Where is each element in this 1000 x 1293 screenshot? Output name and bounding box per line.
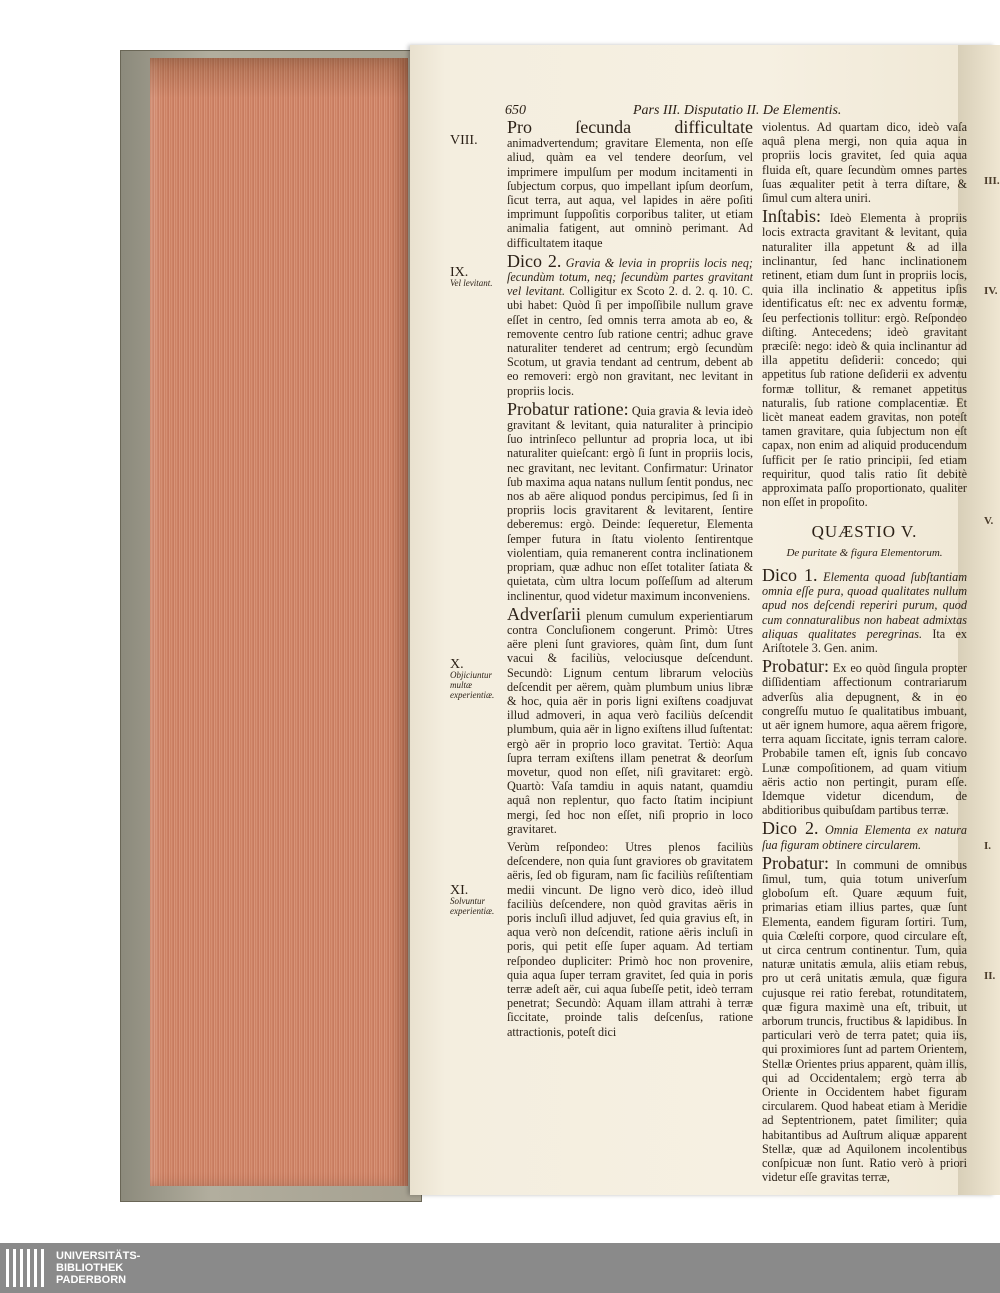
library-footer bbox=[0, 1243, 1000, 1293]
adjacent-page-fragment bbox=[964, 95, 1000, 1185]
thesis-text: Gravia & levia in propriis locis neq; ſecundùm totum, neq; ſecundùm partes gravitant vel levitant. bbox=[507, 255, 753, 299]
paragraph-text: Quia gravia & levia ideò gravitant & levitant, quia naturaliter à principio ſuo intrinſeco pelluntur ad propria loca, ut ibi naturaliter quieſcant: ergò ſi ſunt in propriis locis, nec gravitant, nec levitant. Confirmatur: Urinator ſub maxima aqua natans nullum ſentit pondus, nec nos ab aëre aliquod pondus percipimus, ſed ſi in propriis locis gravitarent & levitarent, ſentire deberemus: ergò. Deinde: ſequeretur, Elementa ſemper futura in ſtatu violento ſentirentque violentiam, quia remanerent contra inclinationem propriam, quæ adhuc non eſſet totaliter ſatiata & quietata, cùm ultra locum poſſeſſum ad alterum inclinentur, quod videtur maximum inconveniens. bbox=[507, 403, 753, 603]
paragraph-lead: Dico 2. bbox=[762, 818, 819, 839]
paragraph-lead: Probatur ratione: bbox=[507, 398, 629, 419]
paragraph-lead: Dico 1. bbox=[762, 564, 818, 585]
adjacent-mark: IV. bbox=[984, 285, 998, 297]
page-number: 650 bbox=[505, 103, 526, 118]
paragraph-text: Verùm reſpondeo: Utres plenos faciliùs deſcendere, non quia ſunt graviores ob gravitatem aëris, ſed ob figuram, nam ſic faciliùs reſiſtentiam medii vincunt. De ligno verò dico, ideò illud faciliùs deſcendere, non quòd gravitas aëris in poris incluſi illud adjuvet, ſed quia gravius eſt, in aqua verò non deſcendit, ratione aëris incluſi in poris, qui petit eſſe ſuper aquam. Ad tertiam reſpondeo dupliciter: Primò hoc non provenire, quia aqua ſuper terram gravitet, ſed quia in poris terræ adeſt aër, cui aqua ſubeſſe petit, ideò terram penetrat; Secundò: Aquam illam attrahi à terræ ſiccitate, proinde talis deſcenſus, ratione attractionis, poteſt dici bbox=[507, 839, 753, 1039]
left-column bbox=[507, 120, 753, 1185]
page-edges bbox=[150, 58, 408, 1186]
section-heading: QUÆSTIO V. bbox=[811, 522, 918, 542]
paragraph bbox=[762, 206, 967, 510]
paragraph bbox=[762, 818, 967, 852]
running-head-title: Pars III. Disputatio II. De Elementis. bbox=[633, 103, 842, 118]
adjacent-mark: II. bbox=[984, 970, 996, 982]
paragraph-lead: Adverſarii bbox=[507, 603, 581, 624]
thesis-text: Elementa quoad ſubſtantiam omnia eſſe pura, quoad qualitates nullum apud nos deſcendi reperiri purum, quod cum connaturalibus non habeat admixtas aliquas qualitates peregrinas. bbox=[762, 569, 967, 641]
margin-text: Solvuntur experientiæ. bbox=[450, 896, 495, 916]
paragraph bbox=[762, 656, 967, 818]
adjacent-mark: V. bbox=[984, 515, 994, 527]
library-name-line: PADERBORN bbox=[56, 1274, 127, 1286]
paragraph bbox=[507, 398, 753, 603]
paragraph-text: Ita ex Ariſtotele 3. Gen. anim. bbox=[762, 626, 967, 655]
paragraph bbox=[507, 250, 753, 398]
paragraph-lead: Dico 2. bbox=[507, 250, 562, 271]
margin-text: Objiciuntur multæ experientiæ. bbox=[450, 670, 495, 700]
paragraph-lead: Pro ſecunda difficultate bbox=[507, 120, 753, 137]
margin-text: Vel levitant. bbox=[450, 278, 493, 288]
paragraph-lead: Probatur: bbox=[762, 656, 829, 677]
margin-roman: IX. bbox=[450, 265, 469, 280]
right-column bbox=[762, 120, 967, 1185]
paragraph-lead: Inſtabis: bbox=[762, 206, 821, 227]
paragraph-text: Colligitur ex Scoto 2. d. 2. q. 10. C. ubi habet: Quòd ſi per impoſſibile nullum grave eſſet in centro, ſed omnis terra amota ab eo, & removente centro ſub ratione centri; adhuc grave naturaliter tenderet ad centrum; ergò ſecundùm Scotum, ut gravia tendant ad centrum, debent ab eo removeri: ergò non gravitant, nec levitant in propriis locis. bbox=[507, 284, 753, 398]
paragraph bbox=[762, 120, 967, 205]
library-name-line: BIBLIOTHEK bbox=[56, 1262, 124, 1274]
paragraph-lead: Probatur: bbox=[762, 852, 829, 873]
paragraph-text: violentus. Ad quartam dico, ideò vaſa aquâ plena mergi, non quia aqua in propriis locis gravitet, ſed quia aqua fluida eſt, quare ſecundùm omnes partes ſuas æqualiter petit à terra diſtare, & ſimul cum altera uniri. bbox=[762, 120, 967, 206]
paragraph bbox=[507, 603, 753, 836]
margin-note bbox=[450, 265, 510, 288]
paragraph bbox=[762, 852, 967, 1185]
paragraph-text: In communi de omnibus ſimul, tum, quia totum univerſum globoſum eſt. Quare æquum fuit, primarias etiam illius partes, quæ ſunt Elementa, eandem figuram ſortiri. Tum, quia Cœleſti corpore, quod circulare eſt, ut circa centrum continentur. Tum, quia naturæ unitatis æmula, aliis etiam rebus, pro ut cerâ unitatis æmula, quæ figura cujusque rei ratio ferebat, rotunditatem, quæ figura maximè una eſt, tribuit, ut arborum truncis, fructibus & lapidibus. In particulari verò de terra patet; quia iis, qui proximiores ſunt ad partem Orientem, Stellæ Orientes prius apparent, quàm illis, qui ad Occidentalem; ergò terra ab Oriente in Occidentem habet figuram circularem. Quod habeat etiam à Meridie ad Septentrionem, patet ſimiliter; quia habitantibus ad Auſtrum aliquæ apparent Stellæ, quæ ad Aquilonem incolentibus conſpicuæ non ſunt. Ratio verò à priori videtur eſſe gravitas terræ, bbox=[762, 857, 967, 1185]
adjacent-mark: I. bbox=[984, 840, 992, 852]
margin-note bbox=[450, 657, 510, 700]
paragraph-text: plenum cumulum experientiarum contra Concluſionem congerunt. Primò: Utres aëre pleni ſunt graviores, quàm ſint, dum ſunt vacui & faciliùs, velociusque deſcendunt. Secundò: Lignum centum librarum velociùs deſcendit per aërem, quàm plumbum unius libræ & hoc, quia aër in poris ligni exiſtens coadjuvat illud admoveri, in aqua verò faciliùs deſcendit plumbum, quia aër in ligno exiſtens illud ſuſtentat: ergò aër in proprio loco gravitat. Tertiò: Aqua ſupra terram exiſtens illam penetrat & deorſum movetur, quod non eſſet, niſi gravitaret: ergò. Quartò: Vaſa tamdiu in aquis natant, quamdiu aquâ non replentur, quo facto ſtatim incipiunt mergi, ſed hoc non eſſet, niſi proprio in loco gravitaret. bbox=[507, 608, 753, 836]
library-logo-icon bbox=[6, 1249, 50, 1287]
paragraph-text: Ex eo quòd ſingula propter diſſidentiam affectionum contrariarum adverſùs alia depugnent, & in eo congreſſu mutuo ſe qualitatibus imbuant, ut aër ignem humore, aqua aërem frigore, terra aquam ſiccitate, ignis terram calore. Probabile tamen eſt, ignis ſub concavo Lunæ compoſitionem, ad quam vitium aëris actio non pertingit, puram eſſe. Idemque videtur dicendum, de abditioribus quibuſdam partibus terræ. bbox=[762, 661, 967, 818]
paragraph-text: animadvertendum; gravitare Elementa, non eſſe aliud, quàm ea vel tendere deorſum, vel imprimere impulſum per modum incitamenti in ſubjectum corpus, quo impellant ipſum deorſum, ſicut terra, aut aqua, vel lapides in aëre poſiti imprimunt ſuppoſitis corporibus taliter, ut etiam animalia fatigent, aut omninò perimant. Ad difficultatem itaque bbox=[507, 136, 753, 250]
margin-roman: XI. bbox=[450, 883, 469, 898]
margin-roman: X. bbox=[450, 657, 464, 672]
paragraph bbox=[762, 564, 967, 655]
library-name bbox=[56, 1250, 140, 1286]
margin-note bbox=[450, 883, 510, 916]
adjacent-mark: III. bbox=[984, 175, 1000, 187]
paragraph bbox=[507, 840, 753, 1039]
library-name-line: UNIVERSITÄTS- bbox=[56, 1250, 141, 1262]
margin-roman: VIII. bbox=[450, 133, 478, 148]
margin-note bbox=[450, 133, 510, 148]
thesis-text: Omnia Elementa ex natura ſua figuram obtinere circularem. bbox=[762, 823, 967, 852]
section-subheading: De puritate & figura Elementorum. bbox=[786, 546, 943, 559]
paragraph bbox=[507, 120, 753, 250]
paragraph-text: Ideò Elementa à propriis locis extracta gravitant & levitant, quia naturaliter illa appetunt & ad illa inclinantur, ſed hanc inclinationem retinent, etiam dum ſunt in propriis locis, quia illa inclinatio & appetitus ipſis identificatus eſt: nec ex adventu formæ, ſeu perfectionis tollitur: ergò. Reſpondeo diſting. Antecedens; ideò gravitant præciſè: nego: ideò & quia inclinantur ad illa appetitu deſiderii: concedo; qui appetitus ſub ratione deſiderii ex adventu formæ tollitur, & remanet appetitus naturalis, ſub ratione complacentiæ. Et licèt maneat eadem gravitas, non poteſt tamen gravitare, quia ſubjectum non eſt capax, non enim ad aliquid producendum ſufficit per ſe ratio principii, ſed etiam requiritur, quod talis ratio ſit debitè approximata paſſo proportionato, qualiter non eſſet in propoſito. bbox=[762, 211, 967, 510]
